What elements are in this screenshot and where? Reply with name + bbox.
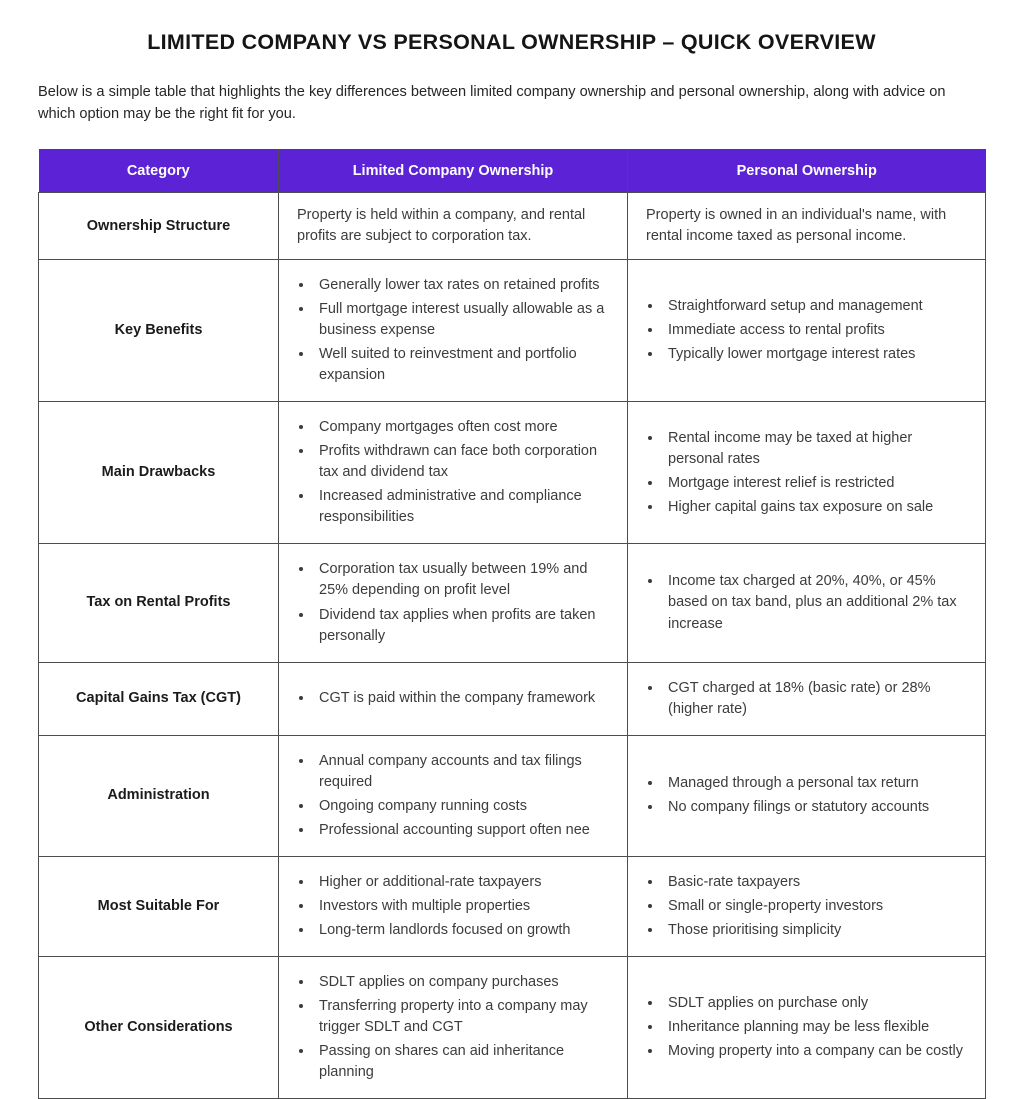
personal-ownership-cell [628, 856, 986, 956]
limited-company-cell [279, 260, 628, 402]
bullet-list [297, 688, 609, 709]
category-cell: Capital Gains Tax (CGT) [39, 662, 279, 735]
header-row [39, 149, 986, 193]
personal-ownership-cell [628, 544, 986, 662]
bullet-item: • Inheritance planning may be less flexible [663, 1017, 967, 1038]
bullet-item: • Straightforward setup and management [663, 296, 967, 317]
table-row [39, 402, 986, 544]
page [0, 30, 1024, 1099]
category-cell: Tax on Rental Profits [39, 544, 279, 662]
table-row [39, 956, 986, 1098]
limited-company-cell [279, 544, 628, 662]
bullet-item: • Corporation tax usually between 19% and 25% depending on profit level [314, 559, 609, 601]
bullet-item: • Basic-rate taxpayers [663, 872, 967, 893]
cell-text: Property is owned in an individual's name, with rental income taxed as personal income. [646, 207, 947, 245]
bullet-item: • CGT is paid within the company framework [314, 688, 609, 709]
bullet-item: • SDLT applies on company purchases [314, 972, 609, 993]
bullet-list [646, 773, 967, 818]
bullet-item: • Company mortgages often cost more [314, 417, 609, 438]
category-cell: Key Benefits [39, 260, 279, 402]
category-cell: Ownership Structure [39, 193, 279, 260]
header-personal: Personal Ownership [628, 149, 986, 193]
bullet-item: • Generally lower tax rates on retained profits [314, 275, 609, 296]
bullet-item: • Mortgage interest relief is restricted [663, 473, 967, 494]
header-limited-company: Limited Company Ownership [279, 149, 628, 193]
bullet-list [297, 751, 609, 841]
bullet-list [646, 993, 967, 1062]
table-row [39, 662, 986, 735]
bullet-list [297, 275, 609, 386]
limited-company-cell [279, 856, 628, 956]
intro-paragraph: Below is a simple table that highlights the key differences between limited company ownership and personal ownership, along with advice on which option may be the right fit for you. [38, 84, 946, 122]
bullet-item: • Those prioritising simplicity [663, 920, 967, 941]
personal-ownership-cell [628, 260, 986, 402]
table-row [39, 856, 986, 956]
personal-ownership-cell [628, 193, 986, 260]
bullet-item: • Profits withdrawn can face both corporation tax and dividend tax [314, 441, 609, 483]
bullet-item: • Dividend tax applies when profits are taken personally [314, 605, 609, 647]
bullet-item: • Transferring property into a company may trigger SDLT and CGT [314, 996, 609, 1038]
bullet-item: • Annual company accounts and tax filings required [314, 751, 609, 793]
bullet-list [646, 872, 967, 941]
bullet-list [297, 559, 609, 646]
bullet-item: • Increased administrative and compliance responsibilities [314, 486, 609, 528]
bullet-item: • Small or single-property investors [663, 896, 967, 917]
table-row [39, 544, 986, 662]
category-cell: Administration [39, 735, 279, 856]
bullet-list [646, 571, 967, 634]
bullet-item: • Long-term landlords focused on growth [314, 920, 609, 941]
bullet-list [646, 296, 967, 365]
personal-ownership-cell [628, 402, 986, 544]
bullet-item: • CGT charged at 18% (basic rate) or 28% (higher rate) [663, 678, 967, 720]
bullet-item: • No company filings or statutory accounts [663, 797, 967, 818]
limited-company-cell [279, 735, 628, 856]
bullet-item: • Professional accounting support often nee [314, 820, 609, 841]
table-row [39, 193, 986, 260]
category-cell: Other Considerations [39, 956, 279, 1098]
limited-company-cell [279, 662, 628, 735]
bullet-item: • Investors with multiple properties [314, 896, 609, 917]
personal-ownership-cell [628, 735, 986, 856]
table-row [39, 735, 986, 856]
limited-company-cell [279, 402, 628, 544]
bullet-list [297, 417, 609, 528]
category-cell: Main Drawbacks [39, 402, 279, 544]
personal-ownership-cell [628, 662, 986, 735]
limited-company-cell [279, 193, 628, 260]
bullet-item: • Ongoing company running costs [314, 796, 609, 817]
personal-ownership-cell [628, 956, 986, 1098]
table-body [39, 193, 986, 1098]
category-cell: Most Suitable For [39, 856, 279, 956]
bullet-item: • Immediate access to rental profits [663, 320, 967, 341]
header-category: Category [39, 149, 279, 193]
table-header [39, 149, 986, 193]
bullet-item: • SDLT applies on purchase only [663, 993, 967, 1014]
bullet-item: • Full mortgage interest usually allowable as a business expense [314, 299, 609, 341]
cell-text: Property is held within a company, and rental profits are subject to corporation tax. [297, 207, 586, 245]
bullet-item: • Typically lower mortgage interest rates [663, 344, 967, 365]
bullet-list [646, 428, 967, 518]
bullet-item: • Higher or additional-rate taxpayers [314, 872, 609, 893]
bullet-item: • Rental income may be taxed at higher personal rates [663, 428, 967, 470]
limited-company-cell [279, 956, 628, 1098]
bullet-item: • Income tax charged at 20%, 40%, or 45% based on tax band, plus an additional 2% tax increase [663, 571, 967, 634]
table-row [39, 260, 986, 402]
bullet-item: • Moving property into a company can be costly [663, 1041, 967, 1062]
bullet-item: • Managed through a personal tax return [663, 773, 967, 794]
page-title: LIMITED COMPANY VS PERSONAL OWNERSHIP – QUICK OVERVIEW [147, 30, 876, 54]
bullet-list [646, 678, 967, 720]
bullet-item: • Passing on shares can aid inheritance planning [314, 1041, 609, 1083]
bullet-list [297, 872, 609, 941]
bullet-list [297, 972, 609, 1083]
bullet-item: • Higher capital gains tax exposure on sale [663, 497, 967, 518]
comparison-table [38, 149, 986, 1099]
bullet-item: • Well suited to reinvestment and portfolio expansion [314, 344, 609, 386]
